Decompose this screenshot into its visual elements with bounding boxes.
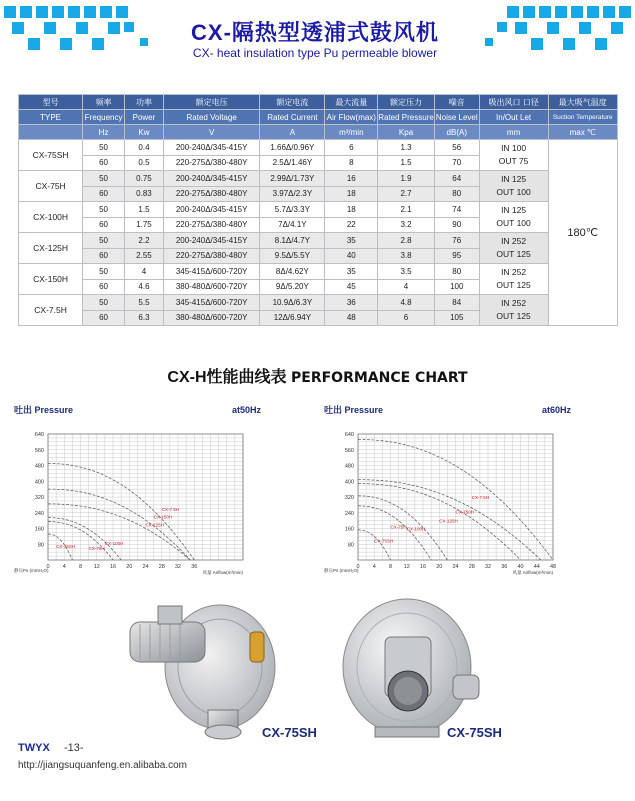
x-tick-label: 16 <box>109 564 117 570</box>
header-cell-unit: dB(A) <box>434 125 479 140</box>
chart-title: at60Hz <box>542 405 572 415</box>
cell-v: 345-415Δ/600-720Y <box>163 295 259 311</box>
cell-hz: 60 <box>83 248 125 264</box>
y-axis-bottom-label: 静压Ps (mmH₂O) <box>324 568 359 573</box>
x-tick-label: 4 <box>372 564 376 570</box>
cell-hz: 50 <box>83 140 125 156</box>
x-tick-label: 0 <box>46 564 50 570</box>
y-tick-label: 560 <box>34 447 44 454</box>
chart-title: at50Hz <box>232 405 262 415</box>
performance-curve <box>48 504 190 560</box>
y-tick-label: 480 <box>344 463 354 470</box>
cell-v: 200-240Δ/345-415Y <box>163 140 259 156</box>
table-row <box>19 140 618 156</box>
header-cell-unit: V <box>163 125 259 140</box>
cell-flow: 22 <box>325 217 378 233</box>
x-axis-label: 风量 Airflow(m³/min) <box>202 570 243 575</box>
cell-kw: 0.75 <box>124 171 163 187</box>
cell-noise: 80 <box>434 264 479 280</box>
curve-label: CX-7.5H <box>161 506 180 512</box>
header-cell-en: Air Flow(max) <box>325 110 378 125</box>
x-tick-label: 16 <box>419 564 427 570</box>
port-cell <box>479 295 548 326</box>
y-tick-label: 320 <box>34 495 44 501</box>
cell-kw: 4 <box>124 264 163 280</box>
cell-press: 2.8 <box>378 233 435 249</box>
header-cell-en: Rated Pressure <box>378 110 435 125</box>
curve-label: CX-75SH <box>56 544 76 550</box>
cell-flow: 35 <box>325 264 378 280</box>
cell-press: 4 <box>378 279 435 295</box>
curve-label: CX-7.5H <box>471 494 490 500</box>
y-tick-label: 240 <box>344 510 354 517</box>
cell-v: 220-275Δ/380-480Y <box>163 186 259 202</box>
header-cell-cn: 频率 <box>83 95 125 110</box>
x-tick-label: 4 <box>62 564 66 570</box>
y-tick-label: 640 <box>344 432 354 438</box>
cell-kw: 1.5 <box>124 202 163 218</box>
x-tick-label: 48 <box>549 564 557 570</box>
blower-photo-left <box>110 592 280 742</box>
header-cell-unit: A <box>260 125 325 140</box>
page-number: -13- <box>64 742 84 754</box>
header-cell-cn: 型号 <box>19 95 83 110</box>
model-cell: CX-100H <box>19 202 83 233</box>
port-out: OUT 100 <box>496 187 531 197</box>
cell-kw: 2.2 <box>124 233 163 249</box>
cell-a: 9.5Δ/5.5Y <box>260 248 325 264</box>
cell-noise: 80 <box>434 186 479 202</box>
y-tick-label: 80 <box>37 542 44 549</box>
port-out: OUT 75 <box>498 156 529 166</box>
chart-ylabel: 吐出 Pressure <box>324 405 384 415</box>
x-tick-label: 40 <box>517 564 524 570</box>
cell-hz: 60 <box>83 279 125 295</box>
cell-a: 8Δ/4.62Y <box>260 264 325 280</box>
cell-noise: 76 <box>434 233 479 249</box>
y-tick-label: 240 <box>34 510 44 517</box>
curve-label: CX-100H <box>104 541 124 547</box>
cell-hz: 60 <box>83 310 125 326</box>
header-cell-cn: 功率 <box>124 95 163 110</box>
cell-flow: 8 <box>325 155 378 171</box>
cell-v: 220-275Δ/380-480Y <box>163 248 259 264</box>
cell-noise: 95 <box>434 248 479 264</box>
header-cell-en: Power <box>124 110 163 125</box>
curve-label: CX-150H <box>153 514 173 520</box>
port-cell <box>479 202 548 233</box>
model-cell: CX-75H <box>19 171 83 202</box>
chart-50hz <box>8 400 308 585</box>
cell-hz: 50 <box>83 233 125 249</box>
port-in: IN 252 <box>501 298 527 308</box>
y-tick-label: 160 <box>344 526 354 533</box>
curve-label: CX-100H <box>406 526 426 532</box>
x-tick-label: 28 <box>468 564 475 570</box>
cell-v: 200-240Δ/345-415Y <box>163 233 259 249</box>
header-cell-en: Noise Level <box>434 110 479 125</box>
cell-a: 7Δ/4.1Y <box>260 217 325 233</box>
table-row <box>19 264 618 280</box>
header-cell-en: Rated Voltage <box>163 110 259 125</box>
model-cell: CX-125H <box>19 233 83 264</box>
y-tick-label: 320 <box>344 495 354 501</box>
cell-v: 200-240Δ/345-415Y <box>163 171 259 187</box>
x-axis-label: 风量 Airflow(m³/min) <box>512 570 553 575</box>
port-cell <box>479 264 548 295</box>
cell-noise: 64 <box>434 171 479 187</box>
header-cell-unit: Kpa <box>378 125 435 140</box>
performance-curve <box>48 518 121 560</box>
cell-kw: 0.5 <box>124 155 163 171</box>
cell-a: 3.97Δ/2.3Y <box>260 186 325 202</box>
x-tick-label: 20 <box>436 564 443 570</box>
port-out: OUT 125 <box>496 280 531 290</box>
photo-caption-right: CX-75SH <box>447 725 502 740</box>
header-row-units <box>19 125 618 140</box>
photo-caption-left: CX-75SH <box>262 725 317 740</box>
banner <box>0 0 635 72</box>
header-cell-cn: 额定电压 <box>163 95 259 110</box>
website-url: http://jiangsuquanfeng.en.alibaba.com <box>18 760 188 771</box>
cell-flow: 36 <box>325 295 378 311</box>
y-tick-label: 160 <box>34 526 44 533</box>
x-tick-label: 44 <box>533 564 540 570</box>
port-in: IN 100 <box>501 143 527 153</box>
cell-noise: 90 <box>434 217 479 233</box>
curve-label: CX-75H <box>390 524 407 530</box>
performance-title-cn: CX-H性能曲线表 <box>167 369 287 386</box>
cell-press: 3.8 <box>378 248 435 264</box>
curve-label: CX-125H <box>145 522 165 528</box>
cell-noise: 56 <box>434 140 479 156</box>
cell-a: 12Δ/6.94Y <box>260 310 325 326</box>
cell-noise: 105 <box>434 310 479 326</box>
cell-a: 8.1Δ/4.7Y <box>260 233 325 249</box>
y-axis-bottom-label: 静压Ps (mmH₂O) <box>14 568 49 573</box>
x-tick-label: 8 <box>78 564 83 570</box>
y-tick-label: 80 <box>347 542 354 549</box>
port-in: IN 125 <box>501 205 527 215</box>
y-tick-label: 560 <box>344 447 354 454</box>
header-cell-unit <box>19 125 83 140</box>
cell-noise: 74 <box>434 202 479 218</box>
x-tick-label: 12 <box>403 564 410 570</box>
cell-hz: 60 <box>83 186 125 202</box>
header-cell-cn: 吸出风口 口径 <box>479 95 548 110</box>
header-cell-unit: m³/min <box>325 125 378 140</box>
cell-hz: 60 <box>83 217 125 233</box>
model-cell: CX-75SH <box>19 140 83 171</box>
header-row-en <box>19 110 618 125</box>
cell-flow: 6 <box>325 140 378 156</box>
header-cell-cn: 额定压力 <box>378 95 435 110</box>
header-cell-en: Rated Current <box>260 110 325 125</box>
cell-flow: 35 <box>325 233 378 249</box>
header-cell-cn: 额定电流 <box>260 95 325 110</box>
x-tick-label: 8 <box>388 564 393 570</box>
page-title: CX-隔热型透浦式鼓风机 <box>191 20 439 45</box>
cell-a: 9Δ/5.20Y <box>260 279 325 295</box>
cell-a: 2.99Δ/1.73Y <box>260 171 325 187</box>
x-tick-label: 32 <box>174 564 182 570</box>
port-cell <box>479 140 548 171</box>
cell-kw: 2.55 <box>124 248 163 264</box>
header-cell-cn: 噪音 <box>434 95 479 110</box>
header-cell-cn: 最大流量 <box>325 95 378 110</box>
page-subtitle: CX- heat insulation type Pu permeable blower <box>192 46 438 60</box>
cell-v: 345-415Δ/600-720Y <box>163 264 259 280</box>
cell-a: 2.5Δ/1.46Y <box>260 155 325 171</box>
y-tick-label: 640 <box>34 432 44 438</box>
curve-label: CX-75H <box>88 546 105 552</box>
curve-label: CX-150H <box>455 509 475 515</box>
spec-table-body <box>19 140 618 326</box>
cell-a: 10.9Δ/6.3Y <box>260 295 325 311</box>
header-cell-en: TYPE <box>19 110 83 125</box>
cell-noise: 100 <box>434 279 479 295</box>
x-tick-label: 36 <box>191 564 198 570</box>
cell-flow: 16 <box>325 171 378 187</box>
x-tick-label: 24 <box>452 564 459 570</box>
y-tick-label: 400 <box>34 479 44 486</box>
cell-v: 380-480Δ/600-720Y <box>163 310 259 326</box>
header-cell-unit: max ℃ <box>548 125 618 140</box>
cell-press: 3.2 <box>378 217 435 233</box>
blower-photo-right <box>335 595 485 745</box>
port-out: OUT 125 <box>496 249 531 259</box>
cell-kw: 5.5 <box>124 295 163 311</box>
model-cell: CX-150H <box>19 264 83 295</box>
cell-press: 1.3 <box>378 140 435 156</box>
header-cell-cn: 最大吸气温度 <box>548 95 618 110</box>
cell-flow: 18 <box>325 202 378 218</box>
x-tick-label: 32 <box>484 564 492 570</box>
header-cell-unit: Kw <box>124 125 163 140</box>
port-in: IN 125 <box>501 174 527 184</box>
cell-press: 6 <box>378 310 435 326</box>
header-cell-unit: mm <box>479 125 548 140</box>
port-in: IN 252 <box>501 236 527 246</box>
port-out: OUT 100 <box>496 218 531 228</box>
port-in: IN 252 <box>501 267 527 277</box>
table-row <box>19 233 618 249</box>
cell-hz: 50 <box>83 202 125 218</box>
cell-press: 4.8 <box>378 295 435 311</box>
cell-kw: 0.4 <box>124 140 163 156</box>
y-tick-label: 400 <box>344 479 354 486</box>
cell-hz: 60 <box>83 155 125 171</box>
cell-hz: 50 <box>83 295 125 311</box>
cell-kw: 4.6 <box>124 279 163 295</box>
cell-hz: 50 <box>83 264 125 280</box>
cell-noise: 84 <box>434 295 479 311</box>
cell-press: 2.1 <box>378 202 435 218</box>
temperature-cell: 180℃ <box>548 140 618 326</box>
cell-v: 220-275Δ/380-480Y <box>163 155 259 171</box>
model-cell: CX-7.5H <box>19 295 83 326</box>
cell-kw: 6.3 <box>124 310 163 326</box>
header-cell-en: Frequency <box>83 110 125 125</box>
curve-label: CX-125H <box>439 518 458 524</box>
cell-a: 1.66Δ/0.96Y <box>260 140 325 156</box>
header-cell-en: Suction Temperature <box>548 110 618 125</box>
cell-hz: 50 <box>83 171 125 187</box>
cell-press: 1.5 <box>378 155 435 171</box>
chart-60hz <box>318 400 618 585</box>
cell-a: 5.7Δ/3.3Y <box>260 202 325 218</box>
cell-flow: 40 <box>325 248 378 264</box>
curve-label: CX-75SH <box>374 538 394 544</box>
cell-flow: 48 <box>325 310 378 326</box>
table-row <box>19 295 618 311</box>
x-tick-label: 28 <box>158 564 165 570</box>
port-cell <box>479 233 548 264</box>
y-tick-label: 480 <box>34 463 44 470</box>
x-tick-label: 20 <box>126 564 133 570</box>
cell-noise: 70 <box>434 155 479 171</box>
chart-ylabel: 吐出 Pressure <box>14 405 74 415</box>
x-tick-label: 24 <box>142 564 149 570</box>
header-row-cn <box>19 95 618 110</box>
cell-kw: 1.75 <box>124 217 163 233</box>
cell-press: 1.9 <box>378 171 435 187</box>
cell-v: 220-275Δ/380-480Y <box>163 217 259 233</box>
performance-title-en: PERFORMANCE CHART <box>291 370 468 386</box>
cell-kw: 0.83 <box>124 186 163 202</box>
header-cell-unit: Hz <box>83 125 125 140</box>
x-tick-label: 12 <box>93 564 100 570</box>
cell-v: 200-240Δ/345-415Y <box>163 202 259 218</box>
performance-heading <box>0 364 635 387</box>
x-tick-label: 0 <box>356 564 360 570</box>
spec-table <box>18 94 618 326</box>
cell-flow: 18 <box>325 186 378 202</box>
cell-flow: 45 <box>325 279 378 295</box>
cell-v: 380-480Δ/600-720Y <box>163 279 259 295</box>
header-cell-en: In/Out Let <box>479 110 548 125</box>
table-row <box>19 202 618 218</box>
port-out: OUT 125 <box>496 311 531 321</box>
x-tick-label: 36 <box>501 564 508 570</box>
cell-press: 3.5 <box>378 264 435 280</box>
table-row <box>19 171 618 187</box>
brand-name: TWYX <box>18 742 50 754</box>
port-cell <box>479 171 548 202</box>
cell-press: 2.7 <box>378 186 435 202</box>
